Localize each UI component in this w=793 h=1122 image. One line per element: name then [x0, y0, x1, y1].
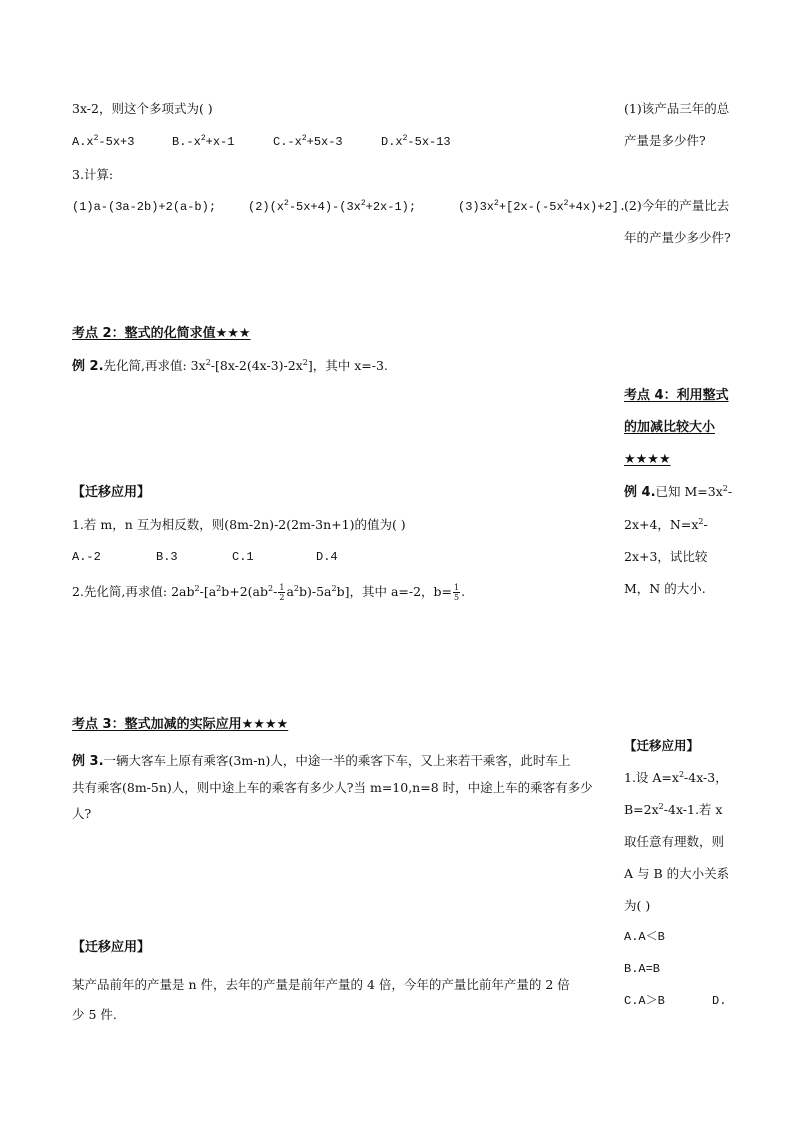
option-c: $C.-x^2+5x-3$ [273, 134, 343, 149]
fraction-one-fifth: $\frac{1}{5}$ [454, 583, 460, 602]
transfer-heading-3: 【迁移应用】 [624, 738, 700, 753]
transfer-heading-1: 【迁移应用】 [72, 485, 151, 500]
option-a: A.-2 [72, 550, 101, 564]
fraction-one-half: $\frac{1}{2}$ [279, 583, 285, 602]
example-3: 例 3.一辆大客车上原有乘客(3m-n)人，中途一半的乘客下车，又上来若干乘客，此时车上 共有乘客(8m-5n)人，则中途上车的乘客有多少人?当 m=10,n=8 时，中途上车的乘客有多少 人? [72, 753, 593, 821]
option-a: $A.x^2-5x+3$ [72, 134, 135, 149]
option-d: D.4 [316, 550, 338, 564]
question-3-label: 3.计算: [72, 167, 114, 182]
options-row-1 [72, 133, 451, 151]
section-heading-3: 考点 3：整式加减的实际应用★★★★ [72, 717, 289, 732]
section-heading-2: 考点 2：整式的化简求值★★★ [72, 326, 251, 341]
example-4: 例 4.已知 $M=3x^2-2x+4$，$N=x^2-2x+3$，试比较 M，N 的大小. [624, 483, 733, 596]
transfer-1-question: 1.若 m，n 互为相反数，则(8m-2n)-2(2m-3n+1)的值为( ) [72, 517, 406, 532]
transfer-heading-2: 【迁移应用】 [72, 940, 151, 955]
section-heading-4: 考点 4：利用整式的加减比较大小★★★★ [624, 388, 729, 467]
calc-1: (1)a-(3a-2b)+2(a-b); [72, 200, 217, 214]
transfer-2-question: 2.先化简,再求值: $2ab^2-[a^2b+2(ab^2-$ $\frac{1}{2}$ $a^2b)-5a^2b$]，其中 a=-2，b= $\frac{1}{5}$ . [72, 583, 466, 602]
side-transfer-question: 1.设 $A=x^2-4x-3$，$B=2x^2-4x-1$.若 x 取任意有理数，则 A 与 B 的大小关系为( ) [624, 769, 730, 913]
option-d: $D.x^2-5x-13$ [381, 134, 451, 149]
calc-3: $(3)3x^2+[2x-(-5x^2+4x)+2]$. [458, 199, 627, 214]
option-b: B.3 [156, 550, 178, 564]
transfer-1-options [72, 548, 338, 566]
side-question-1: (1)该产品三年的总产量是多少件? [624, 101, 730, 148]
calc-2: $(2)(x^2-5x+4)-(3x^2+2x-1)$; [248, 199, 417, 214]
production-problem: 某产品前年的产量是 n 件，去年的产量是前年产量的 4 倍，今年的产量比前年产量的 2 倍 少 5 件. [72, 977, 570, 1022]
side-question-2: (2)今年的产量比去年的产量少多少件? [624, 198, 731, 245]
option-b: $B.-x^2+x-1$ [172, 134, 235, 149]
side-option-c: C.A＞B [624, 994, 665, 1008]
side-option-d: D. [712, 994, 727, 1008]
side-option-a: A.A＜B [624, 930, 665, 944]
option-c: C.1 [232, 550, 254, 564]
text-line-1: 3x-2，则这个多项式为( ) [72, 101, 213, 116]
example-2: 例 2.先化简,再求值: $3x^2-[8x-2(4x-3)-2x^2]$，其中 x=-3. [72, 357, 388, 374]
side-option-b: B.A=B [624, 962, 661, 976]
